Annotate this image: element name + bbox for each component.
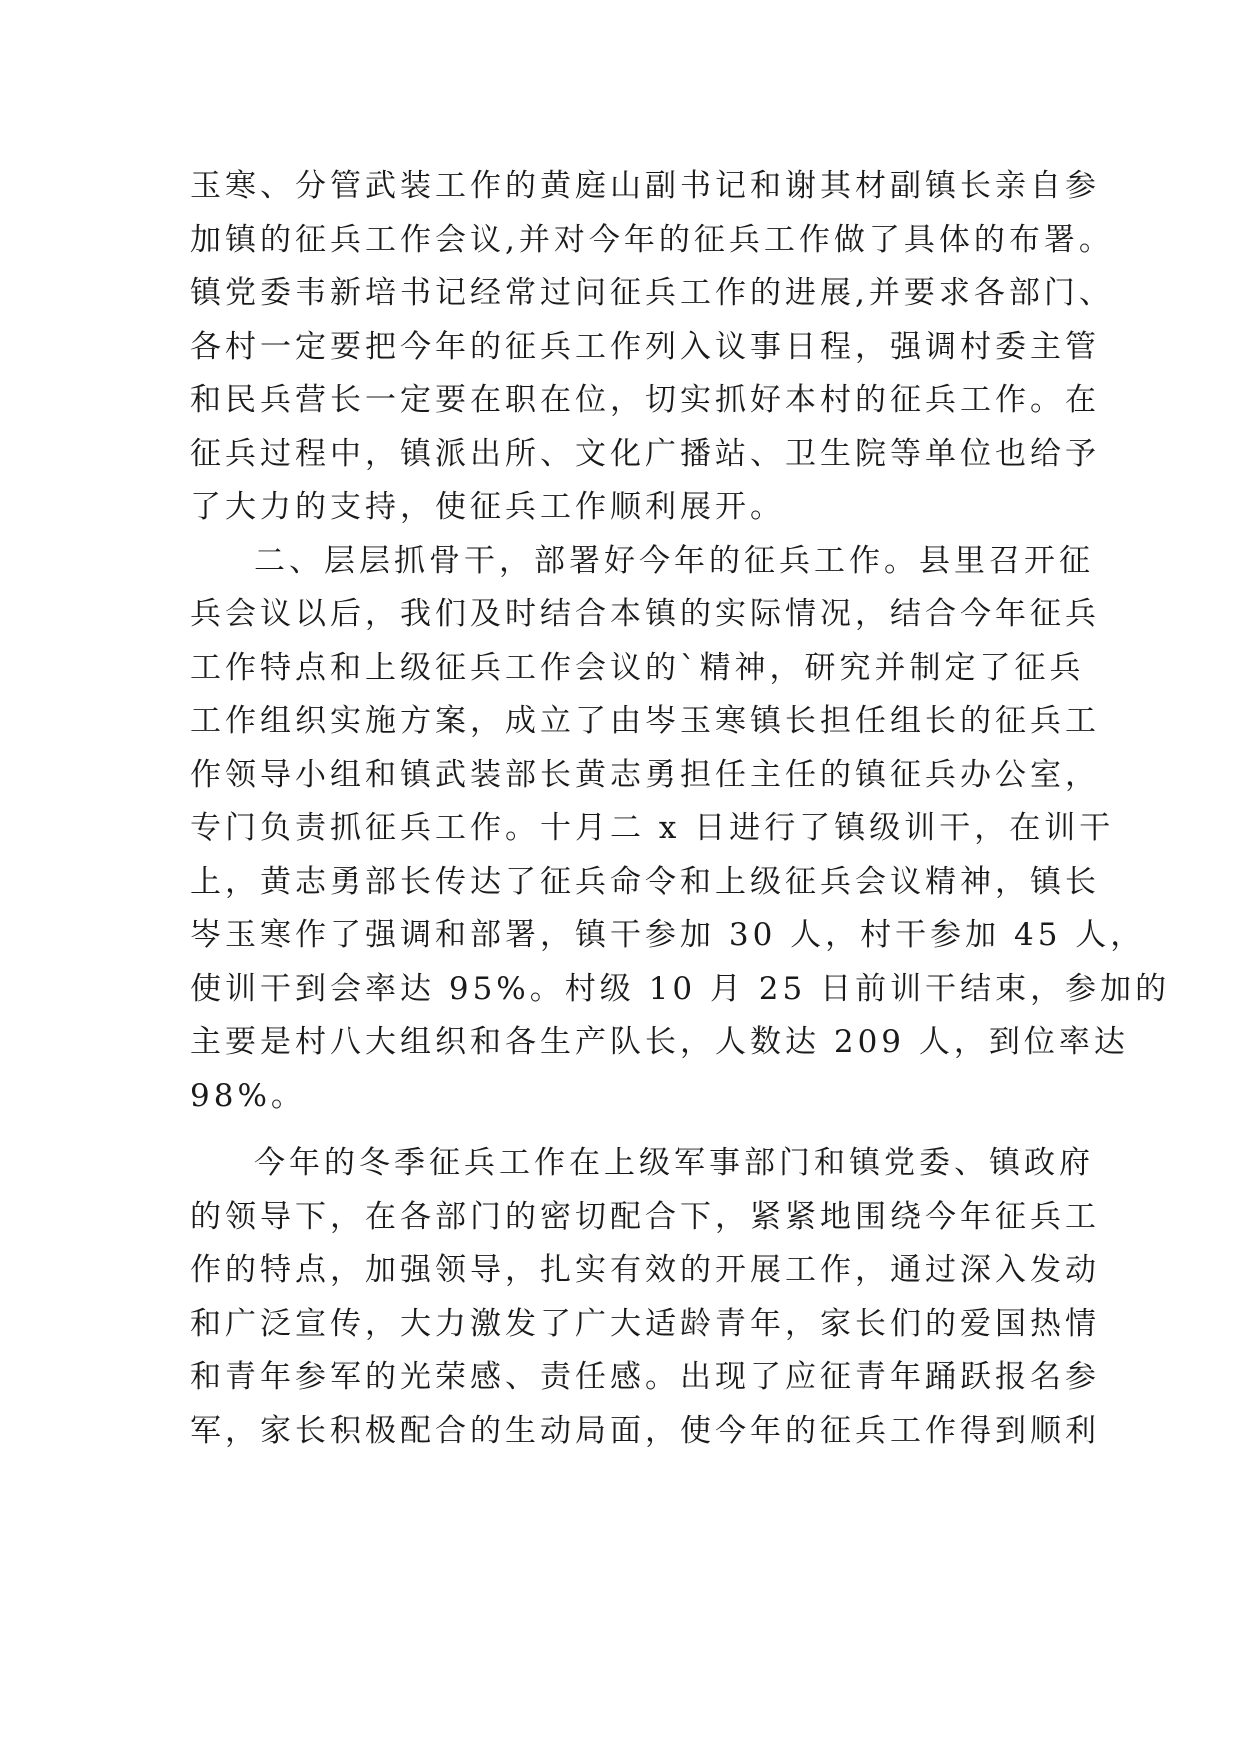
paragraph-1: [190, 160, 1114, 535]
text-line: 加镇的征兵工作会议,并对今年的征兵工作做了具体的布署。: [190, 221, 1114, 258]
text-line: 和广泛宣传，大力激发了广大适龄青年，家长们的爱国热情: [190, 1305, 1100, 1342]
text-line: 使训干到会率达 95%。村级 10 月 25 日前训干结束，参加的: [190, 970, 1171, 1007]
text-line: 的领导下，在各部门的密切配合下，紧紧地围绕今年征兵工: [190, 1198, 1100, 1235]
text-line: 上，黄志勇部长传达了征兵命令和上级征兵会议精神，镇长: [190, 863, 1100, 900]
text-line: 兵会议以后，我们及时结合本镇的实际情况，结合今年征兵: [190, 596, 1100, 632]
text-line: 工作特点和上级征兵工作会议的`精神，研究并制定了征兵: [190, 649, 1085, 686]
text-line: 征兵过程中，镇派出所、文化广播站、卫生院等单位也给予: [190, 435, 1100, 472]
paragraph-3: [190, 1137, 1100, 1458]
text-line: 各村一定要把今年的征兵工作列入议事日程，强调村委主管: [190, 328, 1100, 365]
text-line: 和青年参军的光荣感、责任感。出现了应征青年踊跃报名参: [190, 1359, 1100, 1395]
text-line: 专门负责抓征兵工作。十月二 x 日进行了镇级训干，在训干: [190, 810, 1115, 846]
text-line: 今年的冬季征兵工作在上级军事部门和镇党委、镇政府: [254, 1145, 1094, 1181]
text-line: 主要是村八大组织和各生产队长，人数达 209 人，到位率达: [190, 1024, 1129, 1060]
text-line: 玉寒、分管武装工作的黄庭山副书记和谢其材副镇长亲自参: [190, 168, 1100, 204]
document-body: [190, 160, 1171, 1458]
text-line: 了大力的支持，使征兵工作顺利展开。: [190, 489, 785, 525]
paragraph-gap: [190, 1123, 1070, 1137]
paragraph-2: [190, 535, 1171, 1124]
text-line: 军，家长积极配合的生动局面，使今年的征兵工作得到顺利: [190, 1412, 1100, 1449]
text-line: 作的特点，加强领导，扎实有效的开展工作，通过深入发动: [190, 1252, 1100, 1288]
text-line: 镇党委韦新培书记经常过问征兵工作的进展,并要求各部门、: [190, 275, 1114, 311]
text-line: 工作组织实施方案，成立了由岑玉寒镇长担任组长的征兵工: [190, 703, 1100, 739]
text-line: 作领导小组和镇武装部长黄志勇担任主任的镇征兵办公室，: [190, 756, 1100, 793]
text-line: 98%。: [190, 1077, 306, 1114]
text-line: 和民兵营长一定要在职在位，切实抓好本村的征兵工作。在: [190, 382, 1100, 418]
text-line: 二、层层抓骨干，部署好今年的征兵工作。县里召开征: [254, 542, 1094, 579]
text-line: 岑玉寒作了强调和部署，镇干参加 30 人，村干参加 45 人，: [190, 917, 1146, 953]
